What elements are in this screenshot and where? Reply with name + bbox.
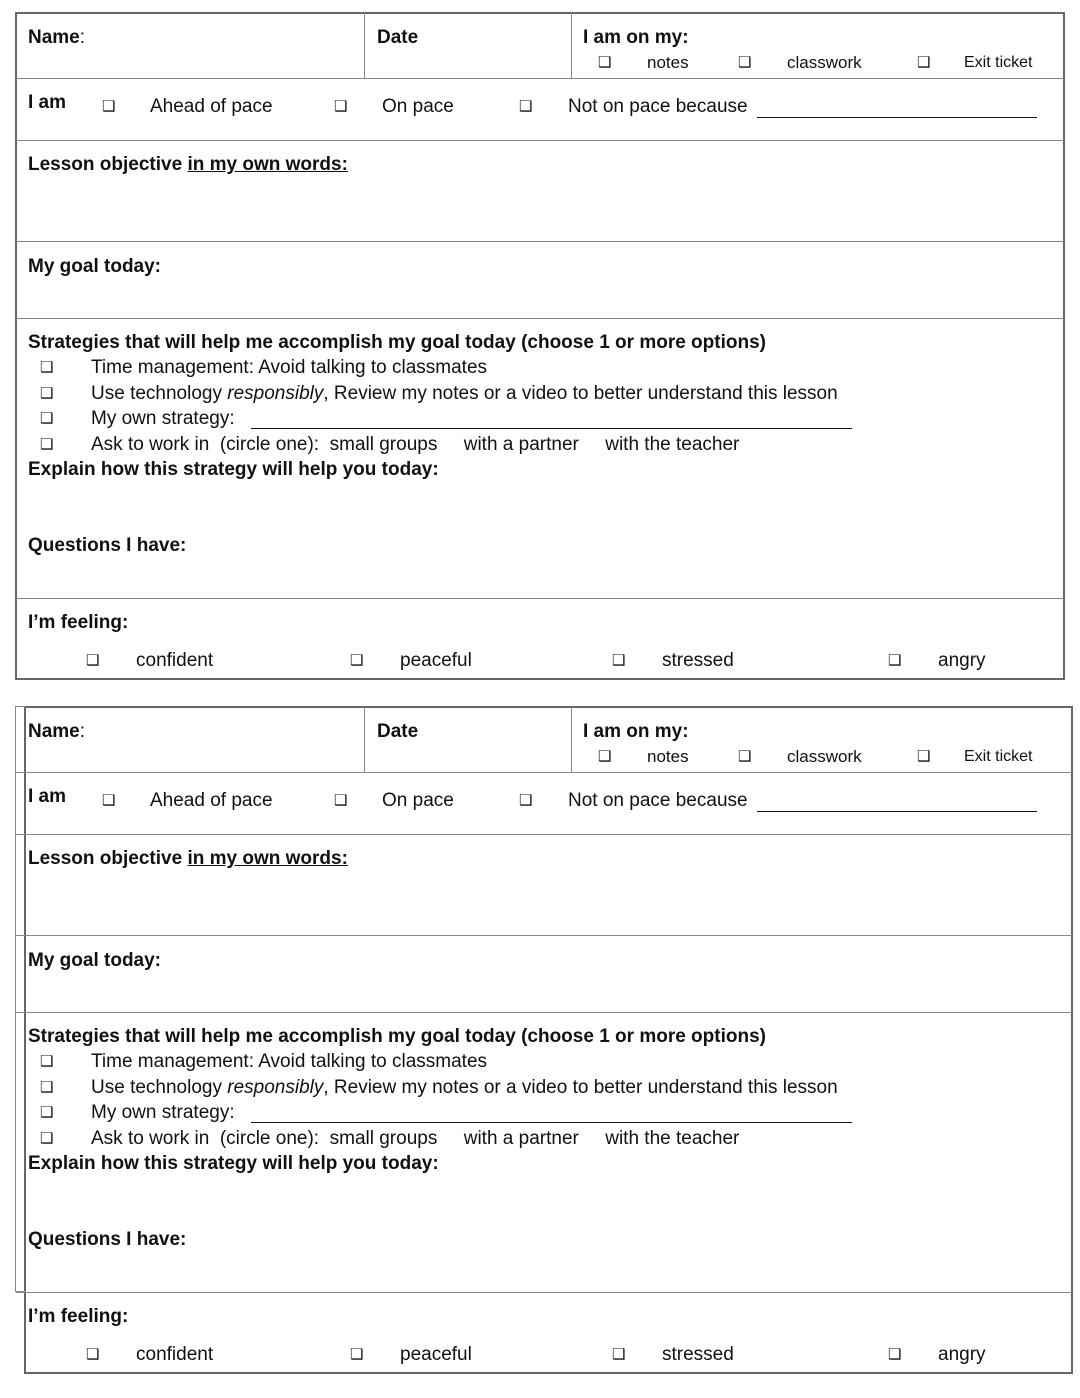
stressed-checkbox[interactable]: ❑ (612, 652, 626, 669)
not-on-pace-checkbox[interactable]: ❑ (519, 98, 533, 115)
strategy-time-management: Time management: Avoid talking to classmates (91, 357, 488, 378)
strategy-work-with: Ask to work in (circle one): small groups with a partner with the teacher (91, 434, 740, 455)
exit-ticket-checkbox[interactable]: ❑ (917, 54, 931, 71)
strategy-text: Use technology (91, 1077, 228, 1098)
peaceful-option: peaceful (400, 1344, 472, 1365)
strategy-checkbox[interactable]: ❑ (40, 1130, 54, 1147)
row-divider (16, 1012, 1072, 1013)
form-outer-border (15, 706, 26, 1292)
strategy-text: , Review my notes or a video to better understand this lesson (323, 1077, 838, 1098)
name-colon: : (79, 27, 86, 48)
row-divider (16, 318, 1064, 319)
own-strategy-blank[interactable] (251, 1122, 852, 1123)
angry-checkbox[interactable]: ❑ (888, 1346, 902, 1363)
row-divider (16, 935, 1072, 936)
feeling-label: I’m feeling: (28, 1306, 129, 1327)
date-field[interactable]: Date (377, 721, 419, 742)
objective-field[interactable] (28, 154, 348, 176)
column-divider (571, 12, 572, 78)
column-divider (364, 12, 365, 78)
strategy-technology (91, 1077, 838, 1099)
strategy-technology (91, 383, 838, 405)
strategy-checkbox[interactable]: ❑ (40, 359, 54, 376)
on-pace-checkbox[interactable]: ❑ (334, 792, 348, 809)
objective-label: Lesson objective (28, 848, 188, 869)
strategies-label: Strategies that will help me accomplish my goal today (choose 1 or more options) (28, 332, 766, 353)
ahead-checkbox[interactable]: ❑ (102, 792, 116, 809)
confident-option: confident (136, 1344, 214, 1365)
row-divider (16, 241, 1064, 242)
row-divider (16, 772, 1072, 773)
on-pace-option: On pace (382, 790, 454, 811)
objective-label: Lesson objective (28, 154, 188, 175)
stressed-checkbox[interactable]: ❑ (612, 1346, 626, 1363)
name-label: Name (28, 27, 80, 48)
reflection-form-2 (0, 706, 1080, 1374)
i-am-label: I am (28, 92, 67, 113)
notes-option: notes (647, 53, 689, 72)
not-on-pace-checkbox[interactable]: ❑ (519, 792, 533, 809)
strategies-label: Strategies that will help me accomplish my goal today (choose 1 or more options) (28, 1026, 766, 1047)
classwork-option: classwork (787, 747, 862, 766)
explain-field[interactable]: Explain how this strategy will help you today: (28, 1153, 439, 1174)
ahead-checkbox[interactable]: ❑ (102, 98, 116, 115)
not-on-pace-option: Not on pace because (568, 96, 748, 117)
exit-ticket-option: Exit ticket (964, 748, 1033, 765)
on-my-label: I am on my: (583, 721, 689, 742)
angry-option: angry (938, 650, 986, 671)
peaceful-checkbox[interactable]: ❑ (350, 652, 364, 669)
on-my-label: I am on my: (583, 27, 689, 48)
name-label: Name (28, 721, 80, 742)
confident-checkbox[interactable]: ❑ (86, 1346, 100, 1363)
reason-blank[interactable] (757, 811, 1037, 812)
classwork-checkbox[interactable]: ❑ (738, 748, 752, 765)
classwork-option: classwork (787, 53, 862, 72)
notes-option: notes (647, 747, 689, 766)
own-strategy-blank[interactable] (251, 428, 852, 429)
on-pace-checkbox[interactable]: ❑ (334, 98, 348, 115)
strategy-emphasis: responsibly (227, 383, 324, 404)
name-field[interactable] (28, 27, 85, 49)
strategy-checkbox[interactable]: ❑ (40, 436, 54, 453)
row-divider (16, 598, 1064, 599)
stressed-option: stressed (662, 650, 734, 671)
row-divider (16, 78, 1064, 79)
exit-ticket-option: Exit ticket (964, 54, 1033, 71)
stressed-option: stressed (662, 1344, 734, 1365)
strategy-emphasis: responsibly (227, 1077, 324, 1098)
confident-checkbox[interactable]: ❑ (86, 652, 100, 669)
angry-checkbox[interactable]: ❑ (888, 652, 902, 669)
strategy-checkbox[interactable]: ❑ (40, 1104, 54, 1121)
objective-underlined: in my own words: (187, 154, 348, 175)
strategy-time-management: Time management: Avoid talking to classmates (91, 1051, 488, 1072)
classwork-checkbox[interactable]: ❑ (738, 54, 752, 71)
row-divider (16, 140, 1064, 141)
objective-field[interactable] (28, 848, 348, 870)
strategy-own: My own strategy: (91, 1102, 235, 1123)
peaceful-checkbox[interactable]: ❑ (350, 1346, 364, 1363)
not-on-pace-option: Not on pace because (568, 790, 748, 811)
ahead-option: Ahead of pace (150, 790, 273, 811)
feeling-label: I’m feeling: (28, 612, 129, 633)
goal-field[interactable]: My goal today: (28, 950, 162, 971)
row-divider (16, 834, 1072, 835)
angry-option: angry (938, 1344, 986, 1365)
i-am-label: I am (28, 786, 67, 807)
column-divider (364, 706, 365, 772)
date-field[interactable]: Date (377, 27, 419, 48)
notes-checkbox[interactable]: ❑ (598, 748, 612, 765)
strategy-checkbox[interactable]: ❑ (40, 410, 54, 427)
strategy-own: My own strategy: (91, 408, 235, 429)
notes-checkbox[interactable]: ❑ (598, 54, 612, 71)
on-pace-option: On pace (382, 96, 454, 117)
questions-field[interactable]: Questions I have: (28, 1229, 187, 1250)
peaceful-option: peaceful (400, 650, 472, 671)
strategy-checkbox[interactable]: ❑ (40, 1053, 54, 1070)
strategy-text: Use technology (91, 383, 228, 404)
explain-field[interactable]: Explain how this strategy will help you today: (28, 459, 439, 480)
strategy-work-with: Ask to work in (circle one): small groups with a partner with the teacher (91, 1128, 740, 1149)
strategy-text: , Review my notes or a video to better understand this lesson (323, 383, 838, 404)
column-divider (571, 706, 572, 772)
ahead-option: Ahead of pace (150, 96, 273, 117)
confident-option: confident (136, 650, 214, 671)
name-colon: : (79, 721, 86, 742)
reflection-form-1 (0, 12, 1080, 680)
goal-field[interactable]: My goal today: (28, 256, 162, 277)
reason-blank[interactable] (757, 117, 1037, 118)
strategy-checkbox[interactable]: ❑ (40, 385, 54, 402)
objective-underlined: in my own words: (187, 848, 348, 869)
questions-field[interactable]: Questions I have: (28, 535, 187, 556)
row-divider (16, 1292, 1072, 1293)
exit-ticket-checkbox[interactable]: ❑ (917, 748, 931, 765)
name-field[interactable] (28, 721, 85, 743)
strategy-checkbox[interactable]: ❑ (40, 1079, 54, 1096)
